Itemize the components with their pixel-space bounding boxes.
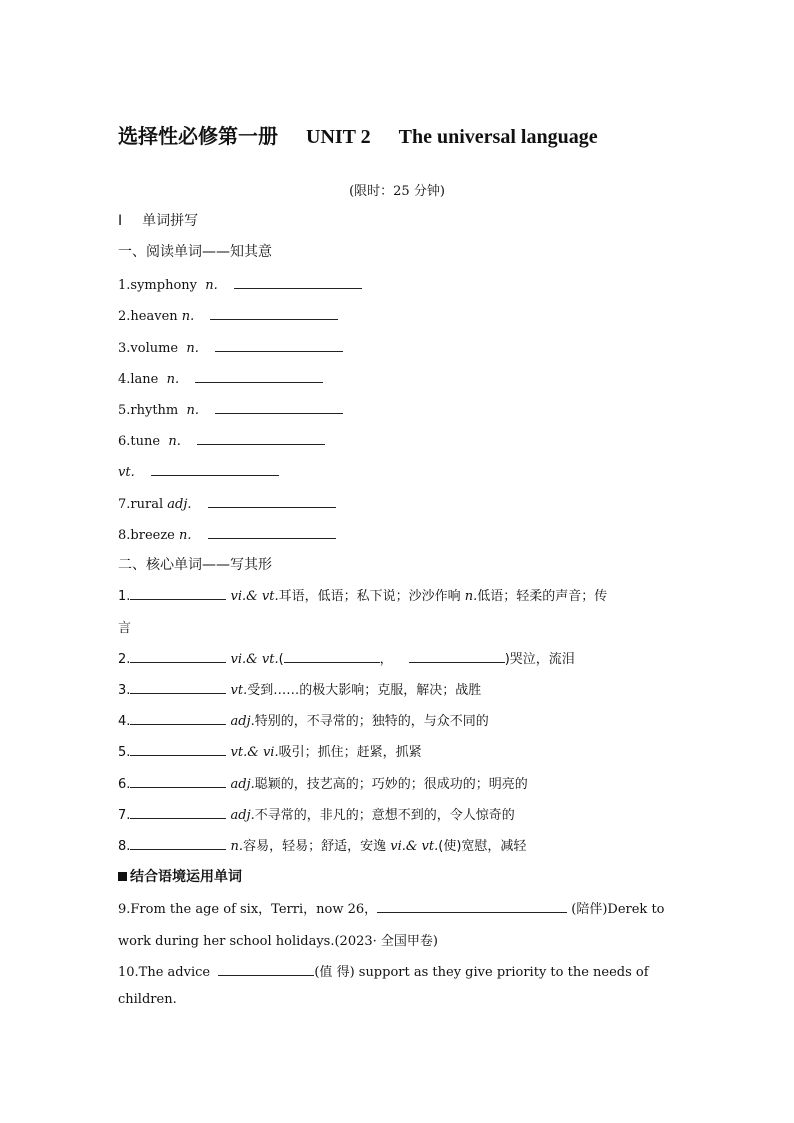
answer-blank[interactable] bbox=[210, 305, 338, 320]
question-9-continuation: work during her school holidays.(2023· 全国甲卷) bbox=[118, 934, 438, 949]
answer-blank[interactable] bbox=[234, 274, 362, 289]
part2-heading: 二、核心单词——写其形 bbox=[118, 557, 272, 573]
list-item: 1.symphony n. bbox=[118, 274, 362, 293]
answer-blank[interactable] bbox=[130, 773, 226, 788]
answer-blank[interactable] bbox=[130, 804, 226, 819]
list-item: 2. vi.& vt.( ， )哭泣，流泪 bbox=[118, 648, 575, 667]
page-title bbox=[118, 120, 598, 149]
question-9: 9.From the age of six，Terri，now 26， (陪伴)Derek to bbox=[118, 898, 665, 917]
book-title: 选择性必修第一册 bbox=[118, 126, 278, 148]
answer-blank[interactable] bbox=[130, 648, 226, 663]
list-item: 3. vt.受到……的极大影响；克服，解决；战胜 bbox=[118, 679, 481, 698]
list-item: vt. bbox=[118, 461, 279, 480]
answer-blank[interactable] bbox=[195, 368, 323, 383]
list-item: 4. adj.特别的，不寻常的；独特的，与众不同的 bbox=[118, 710, 489, 729]
answer-blank[interactable] bbox=[151, 461, 279, 476]
section-heading bbox=[118, 210, 198, 230]
list-item: 3.volume n. bbox=[118, 337, 343, 356]
answer-blank[interactable] bbox=[409, 648, 505, 663]
answer-blank[interactable] bbox=[208, 493, 336, 508]
question-10-continuation: children. bbox=[118, 992, 177, 1007]
list-item: 7.rural adj. bbox=[118, 493, 336, 512]
list-item: 8.breeze n. bbox=[118, 524, 336, 543]
answer-blank[interactable] bbox=[208, 524, 336, 539]
answer-blank[interactable] bbox=[377, 898, 567, 913]
list-item: 7. adj.不寻常的，非凡的；意想不到的，令人惊奇的 bbox=[118, 804, 515, 823]
answer-blank[interactable] bbox=[215, 399, 343, 414]
section-roman: Ⅰ bbox=[118, 213, 123, 229]
answer-blank[interactable] bbox=[130, 710, 226, 725]
unit-name: The universal language bbox=[398, 126, 598, 148]
answer-blank[interactable] bbox=[215, 337, 343, 352]
answer-blank[interactable] bbox=[130, 741, 226, 756]
list-item: 4.lane n. bbox=[118, 368, 323, 387]
list-item: 2.heaven n. bbox=[118, 305, 338, 324]
unit-label: UNIT 2 bbox=[306, 126, 371, 148]
part1-heading: 一、阅读单词——知其意 bbox=[118, 244, 272, 260]
list-item: 6. adj.聪颖的，技艺高的；巧妙的；很成功的；明亮的 bbox=[118, 773, 528, 792]
answer-blank[interactable] bbox=[218, 961, 314, 976]
list-item: 8. n.容易，轻易；舒适，安逸 vi.& vt.(使)宽慰，减轻 bbox=[118, 835, 526, 854]
section-label: 单词拼写 bbox=[142, 213, 199, 229]
answer-blank[interactable] bbox=[130, 835, 226, 850]
time-limit: (限时：25 分钟) bbox=[349, 184, 445, 199]
question-10: 10.The advice (值 得) support as they give priority to the needs of bbox=[118, 961, 649, 980]
list-item: 5. vt.& vi.吸引；抓住；赶紧，抓紧 bbox=[118, 741, 422, 760]
list-item: 5.rhythm n. bbox=[118, 399, 343, 418]
answer-blank[interactable] bbox=[284, 648, 380, 663]
list-item: 6.tune n. bbox=[118, 430, 325, 449]
square-bullet-icon bbox=[118, 872, 127, 881]
part3-heading: 结合语境运用单词 bbox=[118, 866, 242, 886]
answer-blank[interactable] bbox=[130, 679, 226, 694]
answer-blank[interactable] bbox=[197, 430, 325, 445]
answer-blank[interactable] bbox=[130, 585, 226, 600]
list-item-continuation: 言 bbox=[118, 621, 132, 636]
list-item: 1. vi.& vt.耳语，低语；私下说；沙沙作响 n.低语；轻柔的声音；传 bbox=[118, 585, 607, 604]
